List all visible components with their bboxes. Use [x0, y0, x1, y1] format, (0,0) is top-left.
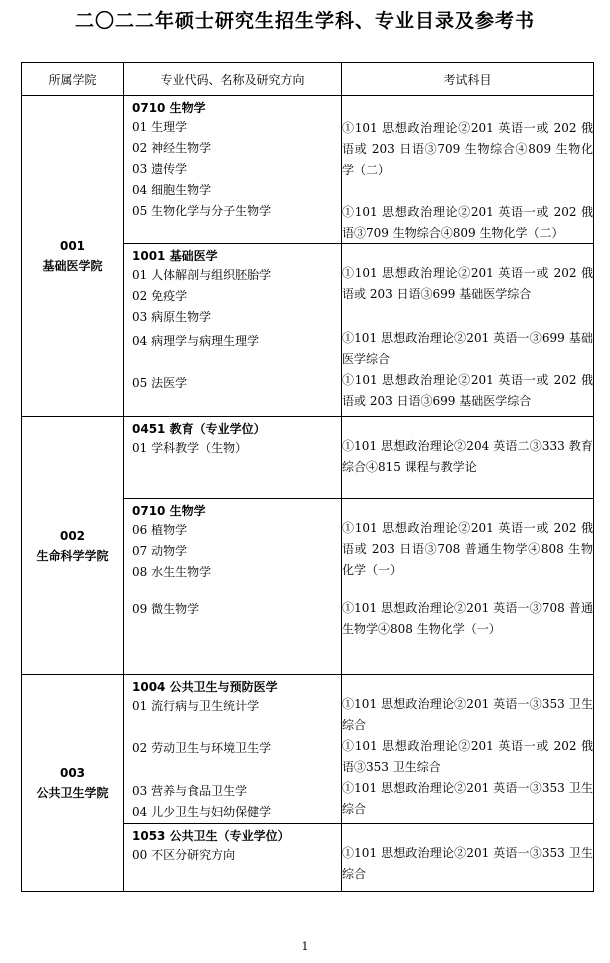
exam-text: ①101 思想政治理论②201 英语一或 202 俄语或 203 日语③709 生物综合④809 生物化学（二）: [342, 121, 593, 177]
school-name: 生命科学学院: [36, 548, 109, 563]
major-cell: [124, 417, 342, 499]
exam-cell: [342, 244, 594, 417]
catalog-table: [21, 62, 594, 892]
header-major: 专业代码、名称及研究方向: [124, 63, 342, 96]
exam-text: ①101 思想政治理论②201 英语一或 202 俄语③353 卫生综合: [342, 739, 593, 774]
exam-cell: [342, 824, 594, 892]
school-name: 公共卫生学院: [36, 786, 109, 800]
school-name: 基础医学院: [42, 259, 103, 273]
major-title: 1053 公共卫生（专业学位）: [132, 829, 290, 843]
direction-item: 03 遗传学: [132, 162, 188, 176]
table-row: [22, 417, 594, 499]
school-code: 001: [59, 239, 86, 253]
direction-item: 01 学科教学（生物）: [132, 441, 248, 455]
major-cell: [124, 499, 342, 675]
major-cell: [124, 244, 342, 417]
exam-text: ①101 思想政治理论②201 英语一③353 卫生综合: [342, 697, 593, 732]
direction-item: 01 人体解剖与组织胚胎学: [132, 268, 272, 282]
direction-item: 05 生物化学与分子生物学: [132, 204, 272, 218]
school-cell: [22, 675, 124, 892]
exam-cell: [342, 96, 594, 244]
exam-cell: [342, 675, 594, 824]
direction-item: 00 不区分研究方向: [132, 848, 236, 862]
exam-text: ①101 思想政治理论②201 英语一或 202 俄语③709 生物综合④809 生物化学（二）: [342, 205, 593, 240]
direction-item: 03 营养与食品卫生学: [132, 784, 248, 798]
exam-cell: [342, 417, 594, 499]
exam-text: ①101 思想政治理论②201 英语一或 202 俄语或 203 日语③699 基础医学综合: [342, 266, 593, 301]
direction-item: 04 细胞生物学: [132, 183, 212, 197]
school-cell: [22, 417, 124, 675]
direction-item: 01 流行病与卫生统计学: [132, 699, 260, 713]
major-cell: [124, 96, 342, 244]
exam-text: ①101 思想政治理论②201 英语一或 202 俄语或 203 日语③699 基础医学综合: [342, 373, 593, 408]
header-exam: 考试科目: [342, 63, 594, 96]
exam-text: ①101 思想政治理论②201 英语一③708 普通生物学④808 生物化学（一）: [342, 601, 593, 636]
major-title: 0710 生物学: [132, 504, 206, 518]
major-cell: [124, 824, 342, 892]
direction-item: 02 劳动卫生与环境卫生学: [132, 741, 272, 755]
direction-item: 07 动物学: [132, 544, 188, 558]
direction-item: 02 神经生物学: [132, 141, 212, 155]
page-number: 1: [301, 940, 309, 953]
exam-text: ①101 思想政治理论②201 英语一或 202 俄语或 203 日语③708 普通生物学④808 生物化学（一）: [342, 521, 593, 577]
direction-item: 03 病原生物学: [132, 310, 212, 324]
direction-item: 01 生理学: [132, 120, 188, 134]
exam-text: ①101 思想政治理论②201 英语一③699 基础医学综合: [342, 331, 593, 366]
header-row: [22, 63, 594, 96]
direction-item: 02 免疫学: [132, 289, 188, 303]
direction-item: 04 病理学与病理生理学: [132, 334, 260, 348]
major-title: 1004 公共卫生与预防医学: [132, 680, 278, 694]
major-title: 1001 基础医学: [132, 249, 218, 263]
page-title: 二〇二二年硕士研究生招生学科、专业目录及参考书: [74, 10, 535, 32]
direction-item: 08 水生生物学: [132, 565, 212, 579]
direction-item: 04 儿少卫生与妇幼保健学: [132, 805, 272, 819]
school-code: 003: [59, 766, 86, 780]
header-school: 所属学院: [22, 63, 124, 96]
exam-cell: [342, 499, 594, 675]
exam-text: ①101 思想政治理论②201 英语一③353 卫生综合: [342, 781, 593, 816]
direction-item: 09 微生物学: [132, 602, 200, 616]
exam-text: ①101 思想政治理论②204 英语二③333 教育综合④815 课程与教学论: [342, 439, 593, 474]
major-title: 0451 教育（专业学位）: [132, 422, 266, 436]
exam-text: ①101 思想政治理论②201 英语一③353 卫生综合: [342, 846, 593, 881]
major-title: 0710 生物学: [132, 101, 206, 115]
table-row: [22, 96, 594, 244]
direction-item: 05 法医学: [132, 376, 188, 390]
school-cell: [22, 96, 124, 417]
direction-item: 06 植物学: [132, 523, 188, 537]
school-code: 002: [59, 528, 86, 543]
major-cell: [124, 675, 342, 824]
table-row: [22, 675, 594, 824]
